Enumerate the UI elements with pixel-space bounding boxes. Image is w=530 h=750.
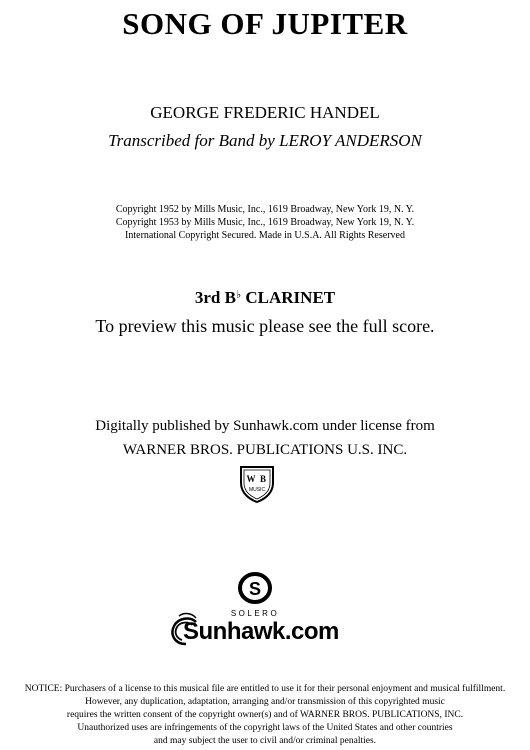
publisher-line-1: Digitally published by Sunhawk.com under license from xyxy=(95,418,435,434)
notice-line-4: Unauthorized uses are infringements of the copyright laws of the United States and other countries xyxy=(77,723,453,733)
notice-line-5: and may subject the user to civil and/or criminal penalties. xyxy=(153,736,377,746)
part-prefix: 3rd B xyxy=(194,288,236,307)
notice-line-2: However, any duplication, adaptation, arranging and/or transmission of this copyrighted music xyxy=(85,697,445,707)
copyright-line-3: International Copyright Secured. Made in U.S.A. All Rights Reserved xyxy=(125,230,405,241)
svg-text:B: B xyxy=(259,474,267,484)
solero-label: SOLERO xyxy=(230,609,280,618)
publisher-line-2: WARNER BROS. PUBLICATIONS U.S. INC. xyxy=(122,442,408,458)
sunhawk-logo-text: Sunhawk.com xyxy=(183,618,339,645)
svg-text:W: W xyxy=(246,474,256,484)
arranger-credit: Transcribed for Band by LEROY ANDERSON xyxy=(108,131,422,150)
warner-bros-logo xyxy=(237,464,277,504)
part-suffix: CLARINET xyxy=(241,288,336,307)
page-title: SONG OF JUPITER xyxy=(122,6,408,41)
solero-letter: S xyxy=(248,579,262,599)
flat-symbol: ♭ xyxy=(235,289,242,301)
notice-line-3: requires the written consent of the copyright owner(s) and of WARNER BROS. PUBLICATIONS, INC. xyxy=(66,710,464,720)
copyright-line-2: Copyright 1953 by Mills Music, Inc., 1619 Broadway, New York 19, N. Y. xyxy=(115,217,415,228)
copyright-line-1: Copyright 1952 by Mills Music, Inc., 1619 Broadway, New York 19, N. Y. xyxy=(115,204,415,215)
part-name xyxy=(0,288,530,308)
preview-notice: To preview this music please see the full score. xyxy=(95,316,435,336)
composer-name: GEORGE FREDERIC HANDEL xyxy=(150,103,380,122)
svg-text:MUSIC: MUSIC xyxy=(248,487,266,493)
notice-line-1: NOTICE: Purchasers of a license to this musical file are entitled to use it for their personal enjoyment and musical fulfillment. xyxy=(24,684,506,694)
